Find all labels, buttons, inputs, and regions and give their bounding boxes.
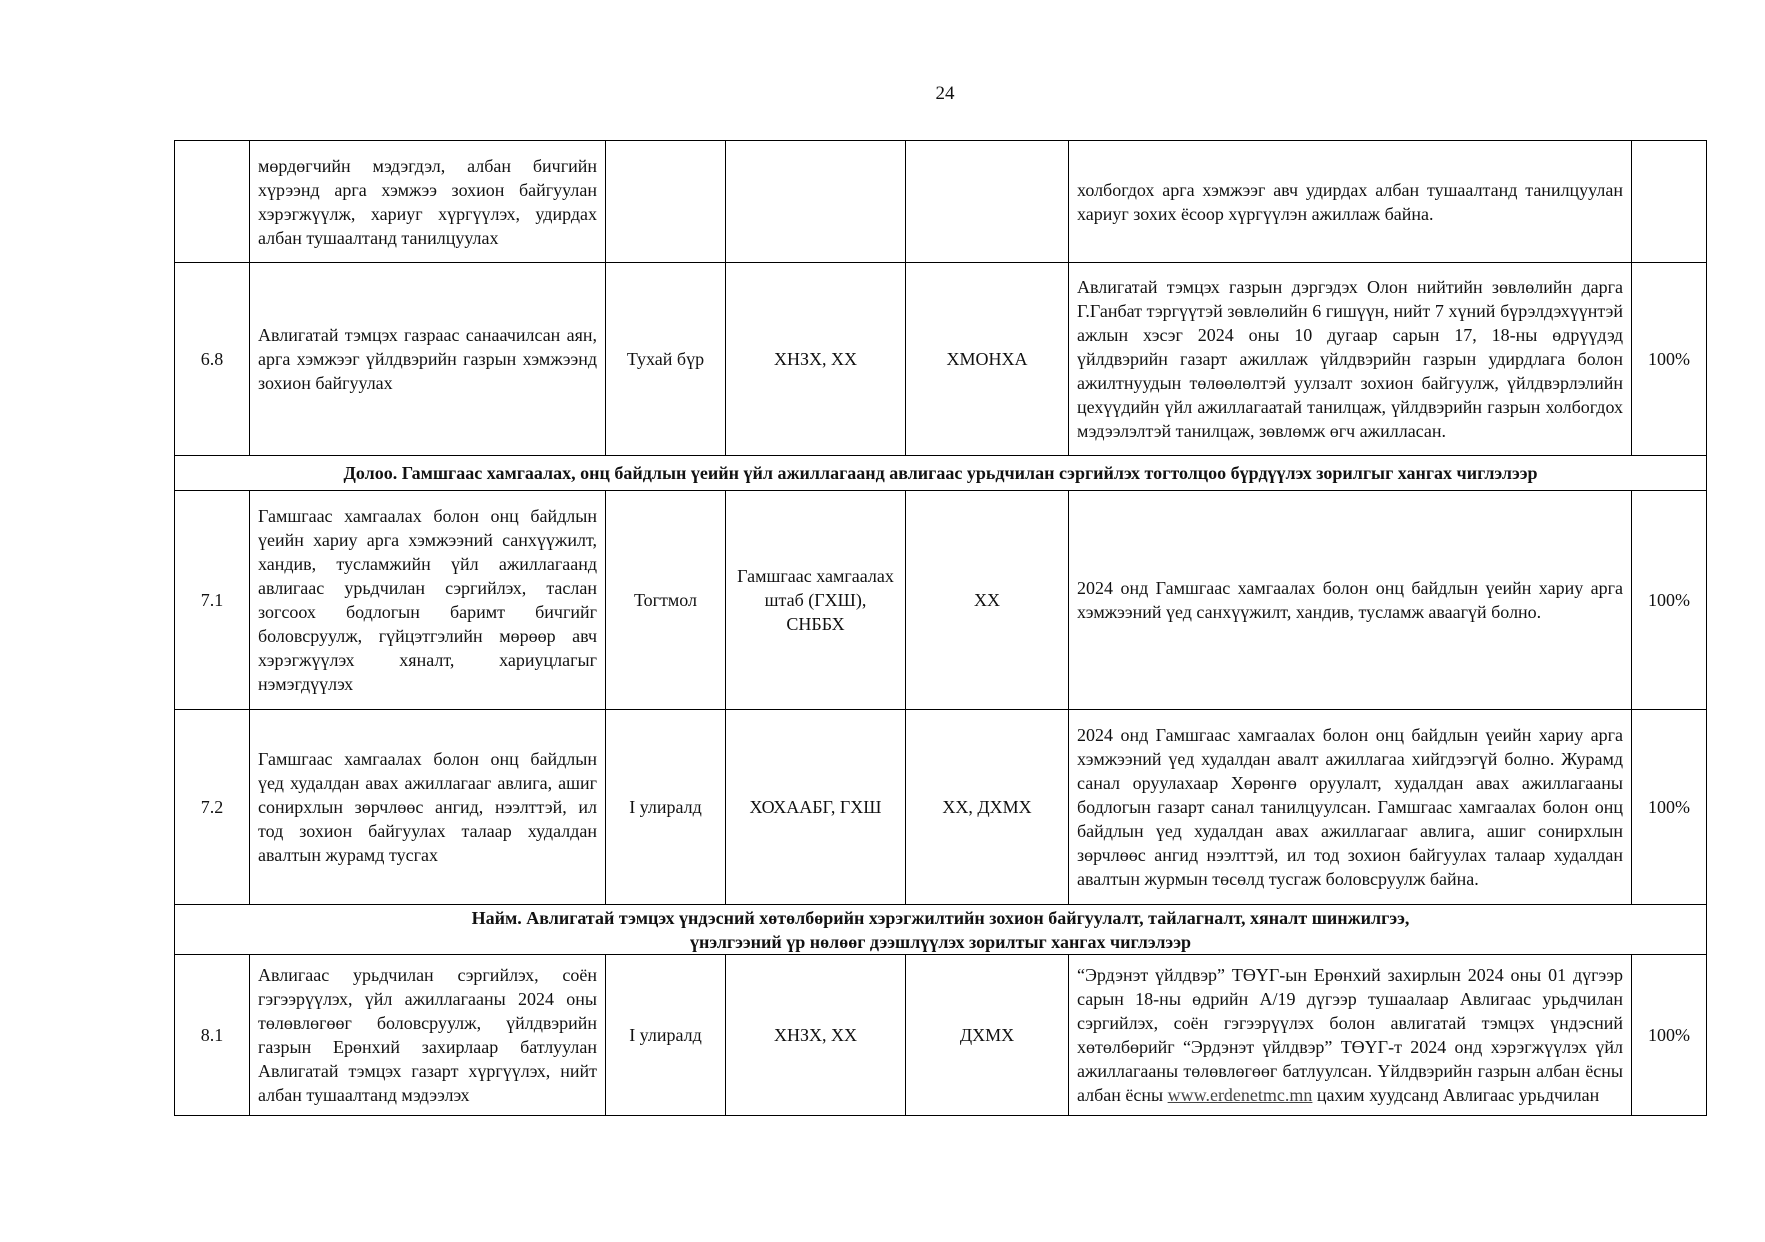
- result-cell: [1069, 955, 1632, 1116]
- timeframe-cell: I улиралд: [606, 955, 726, 1116]
- result-text: “Эрдэнэт үйлдвэр” ТӨҮГ-ын Ерөнхий захирлын 2024 оны 01 дүгээр сарын 18-ны өдрийн А/19 дүгээр тушаалаар Авлигаас урьдчилан сэргийлэх, соён гэгээрүүлэх болон авлигатай тэмцэх үндэсний хөтөлбөрийг “Эрдэнэт үйлдвэр” ТӨҮГ-т 2024 онд хэрэгжүүлэх үйл ажиллагааны төлөвлөгөөг батлуулсан. Үйлдвэрийн газрын албан ёсны албан ёсны: [1077, 965, 1623, 1105]
- table-row: [175, 263, 1707, 456]
- percent-cell: 100%: [1632, 955, 1707, 1116]
- task-cell: мөрдөгчийн мэдэгдэл, албан бичгийн хүрээнд арга хэмжээ зохион байгуулан хэрэгжүүлж, хариуг хүргүүлэх, удирдах албан тушаалтанд танилцуулах: [250, 141, 606, 263]
- table-row: [175, 955, 1707, 1116]
- page-number: 24: [935, 83, 955, 104]
- row-number-cell: 6.8: [175, 263, 250, 456]
- result-cell: Авлигатай тэмцэх газрын дэргэдэх Олон нийтийн зөвлөлийн дарга Г.Ганбат тэргүүтэй зөвлөлийн 6 гишүүн, нийт 7 хүний бүрэлдэхүүнтэй ажлын хэсэг 2024 оны 10 дугаар сарын 17, 18-ны өдрүүдэд үйлдвэрийн газарт ажиллаж үйлдвэрийн газрын удирдлага болон ажилтнуудын төлөөлөлтэй уулзалт зохион байгуулж, үйлдвэрлэлийн цехүүдийн үйл ажиллагаатай танилцаж, үйлдвэрийн газрын холбогдох мэдээлэлтэй танилцаж, зөвлөмж өгч ажилласан.: [1069, 263, 1632, 456]
- row-number-cell: [175, 141, 250, 263]
- responsible-cell: ХНЗХ, ХХ: [726, 263, 906, 456]
- timeframe-cell: Тухай бүр: [606, 263, 726, 456]
- row-number-cell: 7.1: [175, 491, 250, 710]
- timeframe-cell: I улиралд: [606, 710, 726, 905]
- responsible-cell: ХОХААБГ, ГХШ: [726, 710, 906, 905]
- result-cell: 2024 онд Гамшгаас хамгаалах болон онц байдлын үеийн хариу арга хэмжээний үед худалдан авалт ажиллагаа хийгдээгүй болно. Журамд санал оруулахаар Хөрөнгө оруулалт, худалдан авах ажиллагааны бодлогын газарт санал танилцуулсан. Гамшгаас хамгаалах болон онц байдлын үед худалдан авах ажиллагааг авлига, ашиг сонирхлын зөрчлөөс ангид нээлттэй, ил тод зохион байгуулах талаар худалдан авалтын журмын төсөлд тусгаж боловсруулж байна.: [1069, 710, 1632, 905]
- table-row: [175, 710, 1707, 905]
- percent-cell: [1632, 141, 1707, 263]
- partner-cell: ХМОНХА: [906, 263, 1069, 456]
- result-cell: 2024 онд Гамшгаас хамгаалах болон онц байдлын үеийн хариу арга хэмжээний үед санхүүжилт, хандив, тусламж аваагүй болно.: [1069, 491, 1632, 710]
- result-cell: холбогдох арга хэмжээг авч удирдах албан тушаалтанд танилцуулан хариуг зохих ёсоор хүргүүлэн ажиллаж байна.: [1069, 141, 1632, 263]
- responsible-cell: Гамшгаас хамгаалах штаб (ГХШ), СНББХ: [726, 491, 906, 710]
- timeframe-cell: [606, 141, 726, 263]
- task-cell: Авлигаас урьдчилан сэргийлэх, соён гэгээрүүлэх, үйл ажиллагааны 2024 оны төлөвлөгөөг боловсруулж, үйлдвэрийн газрын Ерөнхий захирлаар батлуулан Авлигатай тэмцэх газарт хүргүүлэх, нийт албан тушаалтанд мэдээлэх: [250, 955, 606, 1116]
- partner-cell: ХХ, ДХМХ: [906, 710, 1069, 905]
- website-link[interactable]: www.erdenetmc.mn: [1167, 1085, 1313, 1105]
- partner-cell: [906, 141, 1069, 263]
- task-cell: Гамшгаас хамгаалах болон онц байдлын үеийн хариу арга хэмжээний санхүүжилт, хандив, тусламжийн үйл ажиллагаанд авлигаас урьдчилан сэргийлэх, таслан зогсоох бодлогын баримт бичгийг боловсруулж, гүйцэтгэлийн мөрөөр авч хэрэгжүүлэх хяналт, хариуцлагыг нэмэгдүүлэх: [250, 491, 606, 710]
- partner-cell: ХХ: [906, 491, 1069, 710]
- section-heading-line: үнэлгээний үр нөлөөг дээшлүүлэх зорилтыг хангах чиглэлээр: [690, 931, 1191, 952]
- section-heading: Долоо. Гамшгаас хамгаалах, онц байдлын үеийн үйл ажиллагаанд авлигаас урьдчилан сэргийлэх тогтолцоо бүрдүүлэх зорилгыг хангах чиглэлээр: [175, 456, 1707, 491]
- table-row: [175, 491, 1707, 710]
- report-table: [174, 140, 1707, 1116]
- percent-cell: 100%: [1632, 710, 1707, 905]
- percent-cell: 100%: [1632, 491, 1707, 710]
- section-header-row: [175, 905, 1707, 955]
- task-cell: Авлигатай тэмцэх газраас санаачилсан аян, арга хэмжээг үйлдвэрийн газрын хэмжээнд зохион байгуулах: [250, 263, 606, 456]
- section-heading: [175, 905, 1707, 955]
- section-heading-line: Найм. Авлигатай тэмцэх үндэсний хөтөлбөрийн хэрэгжилтийн зохион байгуулалт, тайлагналт, хяналт шинжилгээ,: [471, 907, 1410, 928]
- partner-cell: ДХМХ: [906, 955, 1069, 1116]
- table-row: [175, 141, 1707, 263]
- timeframe-cell: Тогтмол: [606, 491, 726, 710]
- percent-cell: 100%: [1632, 263, 1707, 456]
- task-cell: Гамшгаас хамгаалах болон онц байдлын үед худалдан авах ажиллагааг авлига, ашиг сонирхлын зөрчлөөс ангид, нээлттэй, ил тод зохион байгуулах талаар худалдан авалтын журамд тусгах: [250, 710, 606, 905]
- row-number-cell: 8.1: [175, 955, 250, 1116]
- responsible-cell: [726, 141, 906, 263]
- section-header-row: [175, 456, 1707, 491]
- result-text: цахим хуудсанд Авлигаас урьдчилан: [1312, 1085, 1600, 1105]
- row-number-cell: 7.2: [175, 710, 250, 905]
- responsible-cell: ХНЗХ, ХХ: [726, 955, 906, 1116]
